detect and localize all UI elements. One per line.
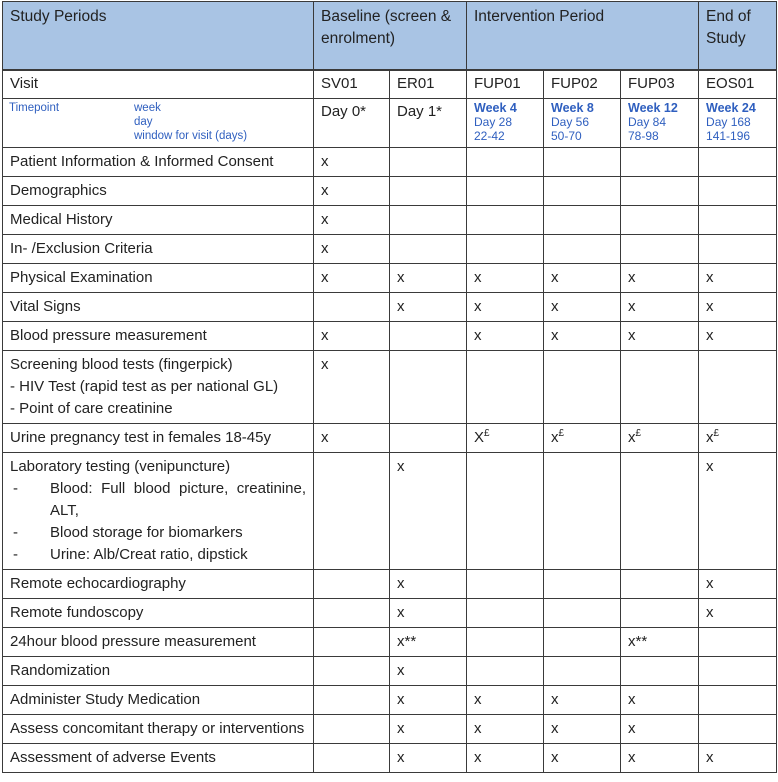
cell-eos01: x — [699, 293, 777, 322]
cell-fup01: x — [467, 322, 544, 351]
fup01-day: Day 28 — [474, 115, 513, 129]
cell-fup03: x — [621, 715, 699, 744]
activity-label: Demographics — [3, 177, 314, 206]
activity-label: Assess concomitant therapy or interventions — [3, 715, 314, 744]
cell-sv01: x — [314, 148, 390, 177]
lab-subitem: - Urine: Alb/Creat ratio, dipstick — [10, 544, 306, 566]
er01-day: Day 1* — [397, 103, 443, 120]
table-row — [3, 235, 777, 264]
activity-label: Randomization — [3, 657, 314, 686]
activity-label: Remote echocardiography — [3, 570, 314, 599]
cell-fup03: x — [621, 744, 699, 773]
fup03-window: 78-98 — [628, 129, 659, 143]
cell-sv01: x — [314, 424, 390, 453]
timepoint-labels — [3, 99, 314, 148]
fup03-timepoint — [621, 99, 699, 148]
activity-label: Medical History — [3, 206, 314, 235]
eos01-week: Week 24 — [706, 101, 756, 115]
day-label: day — [134, 116, 153, 128]
activity-label: Blood pressure measurement — [3, 322, 314, 351]
visit-code: FUP02 — [544, 70, 621, 99]
cell-eos01: x — [699, 599, 777, 628]
activity-subitem: - Point of care creatinine — [10, 400, 173, 417]
table-row — [3, 322, 777, 351]
double-star-marker: ** — [635, 633, 648, 650]
cell-fup01: x — [467, 715, 544, 744]
table-row — [3, 686, 777, 715]
cell-sv01: x — [314, 322, 390, 351]
cell-fup03: x — [621, 686, 699, 715]
visit-code: FUP03 — [621, 70, 699, 99]
cell-fup01: x — [467, 744, 544, 773]
cell-eos01: x — [699, 322, 777, 351]
header-row — [3, 2, 777, 71]
table-row — [3, 424, 777, 453]
visit-code: ER01 — [390, 70, 467, 99]
cell-eos01: x — [699, 744, 777, 773]
visit-code: EOS01 — [699, 70, 777, 99]
cell-eos01: x — [699, 570, 777, 599]
cell-fup03: x** — [621, 628, 699, 657]
lab-sublist — [10, 478, 306, 566]
baseline-header: Baseline (screen & enrolment) — [314, 2, 467, 71]
table-row — [3, 148, 777, 177]
table-row — [3, 453, 777, 570]
fup01-window: 22-42 — [474, 129, 505, 143]
timepoint-label: Timepoint — [9, 102, 60, 114]
cell-sv01: x — [314, 177, 390, 206]
cell-fup03: x — [621, 264, 699, 293]
cell-sv01: x — [314, 206, 390, 235]
cell-fup01: x — [467, 686, 544, 715]
window-label: window for visit (days) — [134, 130, 248, 142]
fup02-week: Week 8 — [551, 101, 594, 115]
activity-subitem: - HIV Test (rapid test as per national GL) — [10, 378, 279, 395]
cell-er01: x — [390, 570, 467, 599]
visit-code: FUP01 — [467, 70, 544, 99]
pound-marker: £ — [484, 428, 490, 439]
cell-er01: x — [390, 264, 467, 293]
timepoint-row — [3, 99, 777, 148]
cell-fup02: x£ — [544, 424, 621, 453]
cell-fup01: x — [467, 264, 544, 293]
activity-label: In- /Exclusion Criteria — [3, 235, 314, 264]
cell-fup01: x — [467, 293, 544, 322]
table-row — [3, 351, 777, 424]
cell-fup01: X£ — [467, 424, 544, 453]
fup03-day: Day 84 — [628, 115, 667, 129]
cell-eos01: x£ — [699, 424, 777, 453]
visit-code: SV01 — [314, 70, 390, 99]
fup02-window: 50-70 — [551, 129, 582, 143]
visit-row — [3, 70, 777, 99]
eos01-day: Day 168 — [706, 115, 751, 129]
activity-label: Administer Study Medication — [3, 686, 314, 715]
activity-label: Assessment of adverse Events — [3, 744, 314, 773]
cell-fup02: x — [544, 686, 621, 715]
fup03-week: Week 12 — [628, 101, 678, 115]
cell-sv01: x — [314, 264, 390, 293]
fup01-timepoint — [467, 99, 544, 148]
intervention-header: Intervention Period — [467, 2, 699, 71]
pound-marker: £ — [558, 428, 565, 439]
fup02-timepoint — [544, 99, 621, 148]
pound-marker: £ — [635, 428, 642, 439]
pound-marker: £ — [713, 428, 720, 439]
cell-er01: x — [390, 744, 467, 773]
cell-er01: x — [390, 453, 467, 570]
cell-eos01: x — [699, 453, 777, 570]
table-row — [3, 599, 777, 628]
table-row — [3, 206, 777, 235]
cell-fup02: x — [544, 293, 621, 322]
cell-er01: x** — [390, 628, 467, 657]
cell-fup02: x — [544, 715, 621, 744]
activity-label: Patient Information & Informed Consent — [3, 148, 314, 177]
eos01-timepoint — [699, 99, 777, 148]
activity-label: Urine pregnancy test in females 18-45y — [3, 424, 314, 453]
activity-label: Physical Examination — [3, 264, 314, 293]
cell-fup03: x£ — [621, 424, 699, 453]
table-row — [3, 744, 777, 773]
study-periods-header: Study Periods — [3, 2, 314, 71]
activity-label: Laboratory testing (venipuncture) — [10, 458, 231, 475]
week-label: week — [134, 102, 161, 114]
activity-label: Remote fundoscopy — [3, 599, 314, 628]
double-star-marker: ** — [404, 633, 417, 650]
activity-cell — [3, 453, 314, 570]
cell-er01: x — [390, 657, 467, 686]
cell-fup03: x — [621, 293, 699, 322]
cell-fup02: x — [544, 744, 621, 773]
eos01-window: 141-196 — [706, 129, 751, 143]
study-schedule-table — [2, 1, 777, 773]
table-row — [3, 264, 777, 293]
table-row — [3, 628, 777, 657]
table-row — [3, 177, 777, 206]
cell-er01: x — [390, 686, 467, 715]
cell-sv01: x — [314, 235, 390, 264]
cell-er01: x — [390, 599, 467, 628]
cell-sv01: x — [314, 351, 390, 424]
table-row — [3, 570, 777, 599]
activity-label: Vital Signs — [3, 293, 314, 322]
fup02-day: Day 56 — [551, 115, 590, 129]
end-of-study-header: End of Study — [699, 2, 777, 71]
fup01-week: Week 4 — [474, 101, 517, 115]
cell-fup03: x — [621, 322, 699, 351]
activity-label: 24hour blood pressure measurement — [3, 628, 314, 657]
table-row — [3, 657, 777, 686]
cell-fup02: x — [544, 264, 621, 293]
cell-fup02: x — [544, 322, 621, 351]
cell-er01: x — [390, 715, 467, 744]
table-row — [3, 715, 777, 744]
table-row — [3, 293, 777, 322]
sv01-day: Day 0* — [321, 103, 367, 120]
visit-label: Visit — [3, 70, 314, 99]
cell-eos01: x — [699, 264, 777, 293]
cell-er01: x — [390, 293, 467, 322]
lab-subitem: - Blood storage for biomarkers — [10, 522, 306, 544]
lab-subitem: - Blood: Full blood picture, creatinine, ALT, — [10, 478, 306, 522]
activity-cell — [3, 351, 314, 424]
activity-label: Screening blood tests (fingerpick) — [10, 356, 233, 373]
